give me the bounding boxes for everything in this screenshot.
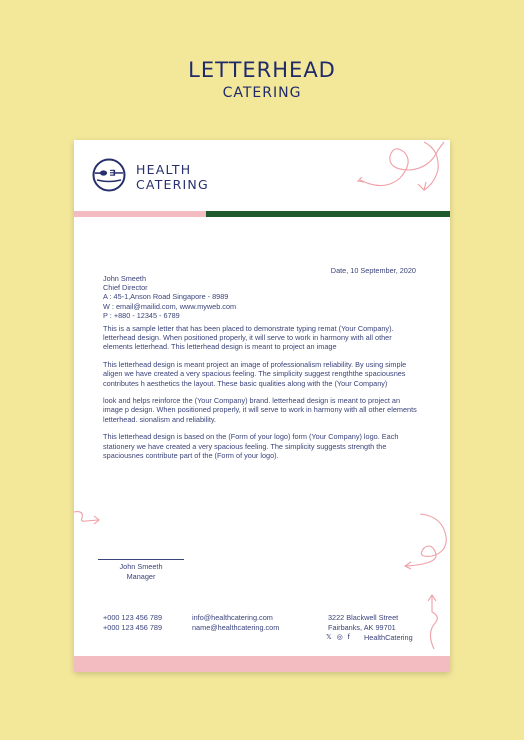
decorative-arrow-left — [74, 508, 102, 530]
social-handle[interactable]: HealthCatering — [364, 633, 413, 642]
instagram-icon[interactable]: ◎ — [336, 634, 343, 641]
decorative-arrow-bottom — [422, 592, 442, 650]
footer-phones — [103, 613, 162, 632]
footer-emails — [192, 613, 279, 632]
footer-street: 3222 Blackwell Street — [328, 613, 399, 622]
signature-name: John Smeeth — [119, 562, 163, 571]
footer-phone-1: +000 123 456 789 — [103, 613, 163, 622]
facebook-icon[interactable]: f — [347, 633, 350, 641]
fork-spoon-icon — [92, 158, 126, 192]
brand-line-1: HEALTH — [136, 162, 192, 177]
recipient-web: W : email@mailid.com, www.myweb.com — [103, 301, 237, 311]
letterhead-sheet — [74, 140, 450, 672]
brand-name — [136, 162, 209, 192]
recipient-block — [103, 274, 236, 320]
header-bar-green — [206, 211, 450, 217]
decorative-swirl-right — [402, 512, 450, 570]
footer-email-1[interactable]: info@healthcatering.com — [192, 613, 273, 622]
footer-phone-2: +000 123 456 789 — [103, 622, 163, 632]
footer-city: Fairbanks, AK 99701 — [328, 622, 396, 632]
paragraph: This letterhead design is meant project an image of professionalism reliability. By using simple aligen we have created a very spacious feeling. The simplicity suggest rengththe spaciousnes contributes h aesthetics the layout. These basic qualities along with the (Your Company) — [103, 360, 407, 388]
brand-line-2: CATERING — [136, 177, 209, 192]
footer-email-2[interactable]: name@healthcatering.com — [192, 622, 280, 632]
paragraph: This is a sample letter that has been placed to demonstrate typing remat (Your Company). letterhead design. When positioned properly, it will serve to work in harmony with all other elements letterhead. This letterhead design is meant to project an image — [103, 324, 394, 352]
signature-role: Manager — [126, 571, 156, 581]
recipient-address: A : 45-1,Anson Road Singapore - 8989 — [103, 292, 229, 302]
footer-band-pink — [74, 656, 450, 672]
signature-line — [98, 559, 184, 560]
x-icon[interactable]: 𝕏 — [326, 634, 332, 641]
hero-title: LETTERHEAD — [188, 58, 336, 82]
decorative-swirl-top — [354, 140, 450, 195]
social-icons — [326, 633, 350, 641]
recipient-title: Chief Director — [103, 283, 148, 293]
signature-block — [98, 562, 184, 581]
hero-subtitle: CATERING — [222, 85, 302, 101]
header-bar-pink — [74, 211, 206, 217]
paragraph: This letterhead design is based on the (Form of your logo) form (Your Company) logo. Each stationery we have created a very spacious feeling. The simplicity suggests strength the spaciousnes contribute part of the (Form of your logo). — [103, 432, 399, 460]
paragraph: look and helps reinforce the (Your Company) brand. letterhead design is meant to project an image p design. When positioned properly, it will serve to work in harmony with all other elements letterhead. sionalism and reliability. — [103, 396, 417, 424]
letter-body — [103, 324, 421, 468]
footer-address — [328, 613, 398, 632]
letter-date: Date, 10 September, 2020 — [330, 266, 416, 275]
recipient-name: John Smeeth — [103, 274, 146, 283]
recipient-phone: P : +880 - 12345 - 6789 — [103, 310, 180, 320]
